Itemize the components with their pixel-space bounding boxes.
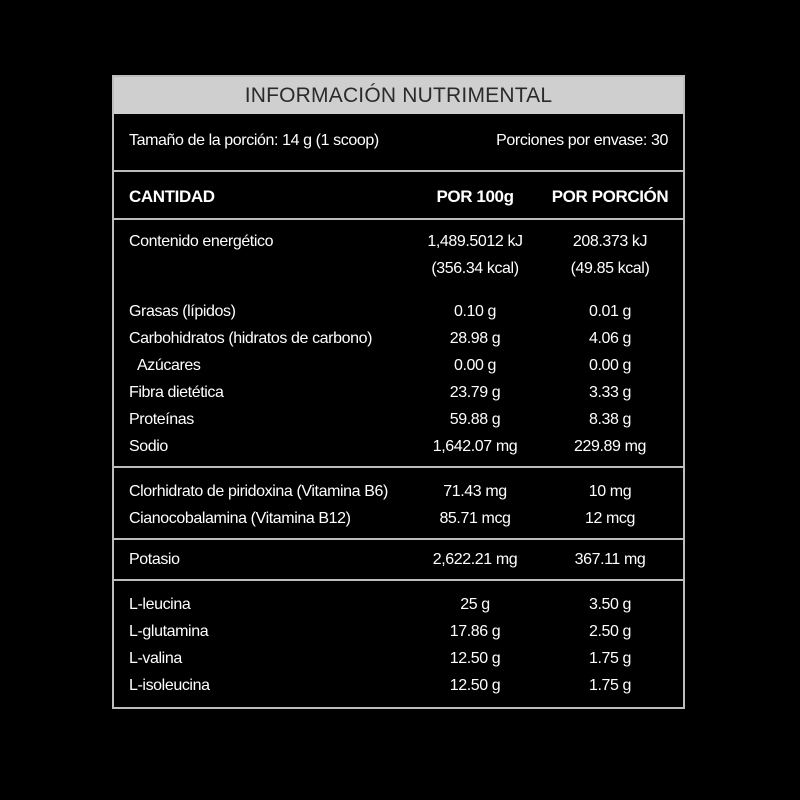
nutrient-per-100g: 59.88 g	[449, 411, 501, 428]
nutrient-per-100g: 2,622.21 mg	[432, 551, 518, 568]
nutrient-name: L-isoleucina	[129, 677, 210, 694]
serving-size: Tamaño de la porción: 14 g (1 scoop)	[129, 132, 379, 149]
nutrient-per-100g: 71.43 mg	[443, 483, 507, 500]
nutrient-per-100g: 12.50 g	[449, 677, 501, 694]
nutrient-name: Clorhidrato de piridoxina (Vitamina B6)	[129, 483, 388, 500]
nutrient-per-serving: 3.33 g	[588, 384, 632, 401]
nutrient-per-serving: 1.75 g	[588, 650, 632, 667]
header-per-100g: POR 100g	[436, 187, 514, 206]
nutrient-per-100g: 17.86 g	[449, 623, 501, 640]
nutrient-name: Potasio	[129, 551, 180, 568]
nutrient-per-serving: 12 mcg	[584, 510, 636, 527]
nutrient-name: Carbohidratos (hidratos de carbono)	[129, 330, 373, 347]
nutrient-name: Azúcares	[137, 357, 201, 374]
header-per-serving: POR PORCIÓN	[551, 187, 669, 206]
energy-name: Contenido energético	[129, 233, 274, 250]
nutrient-per-100g: 0.00 g	[453, 357, 497, 374]
servings-per-container: Porciones por envase: 30	[496, 132, 668, 149]
nutrient-name: L-glutamina	[129, 623, 209, 640]
nutrient-per-serving: 10 mg	[588, 483, 632, 500]
divider	[114, 579, 683, 581]
energy-per-serving-kj: 208.373 kJ	[572, 233, 648, 250]
nutrient-name: L-valina	[129, 650, 182, 667]
nutrient-per-serving: 1.75 g	[588, 677, 632, 694]
nutrient-per-100g: 85.71 mcg	[439, 510, 511, 527]
nutrient-per-100g: 28.98 g	[449, 330, 501, 347]
nutrient-per-100g: 25 g	[460, 596, 490, 613]
nutrient-per-serving: 8.38 g	[588, 411, 632, 428]
nutrient-per-serving: 3.50 g	[588, 596, 632, 613]
energy-per-100g-kj: 1,489.5012 kJ	[427, 233, 523, 250]
nutrient-per-serving: 0.01 g	[588, 303, 632, 320]
nutrient-name: L-leucina	[129, 596, 191, 613]
header-quantity: CANTIDAD	[129, 187, 215, 206]
nutrient-per-100g: 12.50 g	[449, 650, 501, 667]
nutrient-name: Cianocobalamina (Vitamina B12)	[129, 510, 351, 527]
nutrient-per-100g: 0.10 g	[453, 303, 497, 320]
nutrient-per-serving: 367.11 mg	[574, 551, 646, 568]
nutrient-per-100g: 23.79 g	[449, 384, 501, 401]
nutrient-per-serving: 2.50 g	[588, 623, 632, 640]
nutrient-per-serving: 4.06 g	[588, 330, 632, 347]
nutrient-per-serving: 0.00 g	[588, 357, 632, 374]
nutrition-title: INFORMACIÓN NUTRIMENTAL	[114, 77, 683, 114]
nutrient-name: Fibra dietética	[129, 384, 224, 401]
nutrient-name: Grasas (lípidos)	[129, 303, 236, 320]
energy-per-serving-kcal: (49.85 kcal)	[570, 260, 650, 277]
nutrient-name: Sodio	[129, 438, 168, 455]
nutrition-facts-label	[112, 75, 685, 709]
divider	[114, 538, 683, 540]
divider	[114, 466, 683, 468]
nutrient-name: Proteínas	[129, 411, 194, 428]
divider	[114, 170, 683, 172]
nutrient-per-serving: 229.89 mg	[573, 438, 646, 455]
divider	[114, 218, 683, 220]
nutrient-per-100g: 1,642.07 mg	[432, 438, 518, 455]
energy-per-100g-kcal: (356.34 kcal)	[431, 260, 519, 277]
